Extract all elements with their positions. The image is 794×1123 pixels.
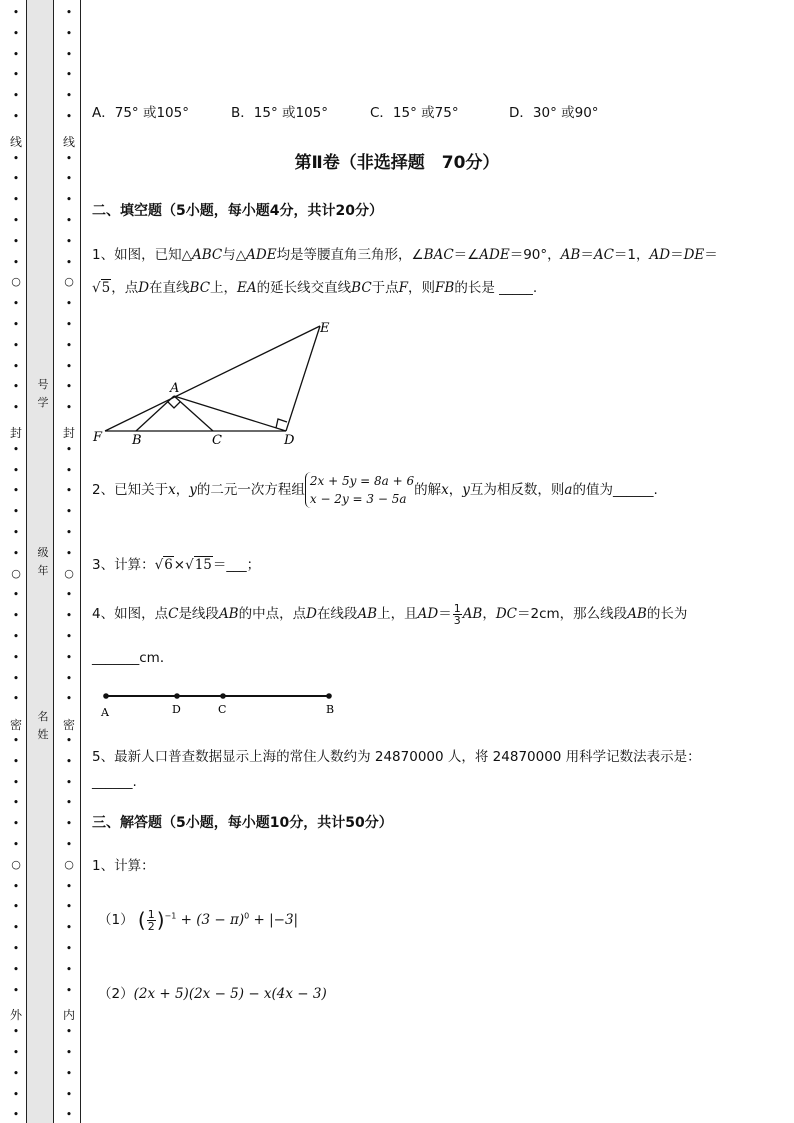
inner-label-xian: 线: [62, 135, 75, 149]
margin-dot: •: [65, 318, 73, 331]
margin-dot: •: [65, 505, 73, 519]
margin-dot: •: [65, 359, 73, 373]
q4-line1: 4、如图，点C是线段AB的中点，点D在线段AB上，且AD＝ $\frac{1}{3}$ AB，DC＝2cm，那么线段AB的长为: [92, 601, 688, 627]
margin-dot: •: [12, 151, 20, 165]
margin-dot: •: [65, 6, 73, 19]
inner-label-mi: 密: [62, 718, 75, 732]
margin-dot: •: [65, 546, 73, 560]
margin-dot: •: [12, 47, 20, 61]
q4-line2: _______cm．: [92, 650, 174, 666]
grade-field: 级 年: [37, 546, 49, 577]
margin-dot: •: [65, 193, 73, 207]
margin-dot: •: [12, 1046, 20, 1059]
q5-line2: ______.: [92, 774, 137, 790]
triangle-figure: [88, 318, 338, 450]
margin-dot: •: [65, 1066, 73, 1080]
q5-line1: 5、最新人口普查数据显示上海的常住人数约为 24870000 人，将 24870000 用科学记数法表示是：: [92, 749, 701, 765]
outer-label-feng: 封: [9, 426, 22, 440]
option-b: B．15° 或105°: [231, 105, 328, 121]
margin-dot: •: [12, 193, 20, 207]
point-b: [326, 693, 332, 699]
margin-dot: •: [12, 630, 20, 643]
label-point-b: B: [326, 703, 335, 716]
s3-q1-part2: （2）(2x + 5)(2x − 5) − x(4x − 3): [98, 986, 327, 1002]
margin-dot: •: [12, 1087, 20, 1101]
label-f: F: [93, 430, 103, 445]
part-ii-title: 第Ⅱ卷（非选择题 70分）: [294, 153, 500, 173]
margin-circle: ○: [64, 857, 74, 871]
option-c: C．15° 或75°: [370, 105, 459, 121]
margin-dot: •: [65, 463, 73, 477]
label-point-a: A: [101, 706, 109, 719]
margin-dot: •: [65, 151, 73, 165]
margin-dot: •: [65, 234, 73, 248]
label-a: A: [170, 381, 180, 396]
margin-dot: •: [65, 692, 73, 706]
margin-circle: ○: [11, 275, 21, 289]
s3-q1-line: 1、计算：: [92, 858, 155, 874]
label-point-d: D: [172, 703, 181, 716]
margin-dot: •: [12, 505, 20, 519]
margin-circle: ○: [64, 566, 74, 580]
outer-label-mi: 密: [9, 718, 22, 732]
margin-dot: •: [65, 775, 73, 789]
margin-dot: •: [12, 172, 20, 186]
margin-dot: •: [65, 609, 73, 623]
margin-dot: •: [12, 879, 20, 893]
margin-dot: •: [12, 255, 20, 269]
margin-dot: •: [12, 838, 20, 851]
margin-dot: •: [12, 546, 20, 560]
margin-dot: •: [12, 588, 20, 602]
margin-dot: •: [65, 630, 73, 643]
outer-label-wai: 外: [9, 1008, 22, 1022]
margin-dot: •: [65, 401, 73, 415]
margin-dot: •: [65, 879, 73, 893]
margin-dot: •: [65, 442, 73, 456]
margin-dot: •: [65, 588, 73, 602]
margin-dot: •: [65, 255, 73, 269]
margin-dot: •: [65, 68, 73, 82]
margin-dot: •: [12, 463, 20, 477]
right-angle-a: [168, 402, 180, 408]
margin-dot: •: [12, 89, 20, 103]
margin-circle: ○: [11, 857, 21, 871]
margin-dot: •: [65, 1025, 73, 1039]
label-d: D: [284, 433, 295, 448]
margin-dot: •: [12, 671, 20, 685]
margin-dot: •: [12, 1025, 20, 1039]
margin-dot: •: [12, 942, 20, 955]
margin-dot: •: [65, 838, 73, 851]
q3-line: 3、计算：√6×√15＝___；: [92, 557, 261, 573]
point-a: [103, 693, 109, 699]
option-a: A．75° 或105°: [92, 105, 189, 121]
margin-dot: •: [65, 297, 73, 311]
margin-dot: •: [65, 1087, 73, 1101]
margin-dot: •: [65, 983, 73, 997]
margin-dot: •: [65, 671, 73, 685]
margin-dot: •: [12, 796, 20, 810]
equation-system: 2x + 5y = 8a + 6 x − 2y = 3 − 5a: [305, 472, 414, 508]
margin-circle: ○: [11, 566, 21, 580]
margin-dot: •: [12, 775, 20, 789]
margin-dot: •: [12, 754, 20, 768]
margin-dot: •: [65, 47, 73, 61]
margin-dot: •: [12, 983, 20, 997]
margin-dot: •: [65, 89, 73, 103]
margin-dot: •: [12, 442, 20, 456]
margin-dot: •: [12, 817, 20, 831]
segment-figure: [96, 686, 346, 720]
margin-dot: •: [12, 401, 20, 415]
margin-dot: •: [12, 6, 20, 19]
margin-dot: •: [12, 68, 20, 82]
margin-dot: •: [12, 110, 20, 123]
inner-label-nei: 内: [62, 1008, 75, 1022]
margin-dot: •: [65, 26, 73, 40]
margin-dot: •: [65, 796, 73, 810]
margin-dot: •: [65, 754, 73, 768]
q2-line: 2、已知关于x，y的二元一次方程组 2x + 5y = 8a + 6 x − 2y = 3 − 5a 的解x，y互为相反数，则a的值为______.: [92, 474, 658, 506]
margin-dot: •: [12, 338, 20, 352]
margin-dot: •: [12, 734, 20, 747]
q1-line2: √5，点D在直线BC上，EA的延长线交直线BC于点F，则FB的长是 _____.: [92, 280, 538, 296]
student-number-field: 号 学: [37, 378, 49, 409]
right-angle-d: [276, 419, 287, 428]
outer-label-xian: 线: [9, 135, 22, 149]
margin-dot: •: [12, 234, 20, 248]
label-c: C: [212, 433, 222, 448]
label-point-c: C: [218, 703, 227, 716]
section-fill-in-title: 二、填空题（5小题，每小题4分，共计20分）: [92, 203, 383, 219]
margin-dot: •: [65, 900, 73, 914]
margin-dot: •: [12, 380, 20, 394]
q1-line1: 1、如图，已知△ABC与△ADE均是等腰直角三角形，∠BAC＝∠ADE＝90°，AB＝AC＝1，AD＝DE＝: [92, 247, 718, 263]
margin-dot: •: [12, 484, 20, 498]
line-fe: [105, 326, 320, 431]
margin-dot: •: [65, 650, 73, 664]
margin-dot: •: [12, 609, 20, 623]
margin-dot: •: [12, 921, 20, 935]
margin-dot: •: [12, 359, 20, 373]
label-b: B: [132, 433, 142, 448]
margin-dot: •: [65, 817, 73, 831]
line-ad: [174, 396, 286, 431]
margin-dot: •: [12, 1108, 20, 1122]
margin-dot: •: [12, 900, 20, 914]
margin-dot: •: [12, 26, 20, 40]
margin-dot: •: [12, 297, 20, 311]
margin-dot: •: [65, 942, 73, 955]
margin-dot: •: [65, 734, 73, 747]
point-c: [220, 693, 226, 699]
margin-dot: •: [65, 526, 73, 539]
margin-dot: •: [65, 110, 73, 123]
margin-dot: •: [12, 1066, 20, 1080]
inner-label-feng: 封: [62, 426, 75, 440]
option-d: D．30° 或90°: [509, 105, 599, 121]
margin-dot: •: [12, 526, 20, 539]
section-solve-title: 三、解答题（5小题，每小题10分，共计50分）: [92, 815, 393, 831]
margin-circle: ○: [64, 275, 74, 289]
margin-dot: •: [65, 962, 73, 976]
margin-dot: •: [65, 1108, 73, 1122]
label-e: E: [320, 321, 330, 336]
margin-dot: •: [65, 921, 73, 935]
margin-dot: •: [65, 172, 73, 186]
margin-dot: •: [65, 380, 73, 394]
line-ed: [286, 326, 320, 431]
margin-dot: •: [65, 1046, 73, 1059]
margin-dot: •: [12, 650, 20, 664]
margin-dot: •: [65, 214, 73, 227]
name-field: 名 姓: [37, 710, 49, 741]
margin-dot: •: [12, 214, 20, 227]
s3-q1-part1: （1） ( $\frac{1}{2}$ )$^{-1} + (3 - \pi)^0 + |-3|$: [98, 907, 299, 933]
point-d: [174, 693, 180, 699]
margin-dot: •: [65, 338, 73, 352]
line-ac: [174, 396, 213, 431]
margin-dot: •: [65, 484, 73, 498]
margin-dot: •: [12, 318, 20, 331]
margin-dot: •: [12, 962, 20, 976]
margin-dot: •: [12, 692, 20, 706]
